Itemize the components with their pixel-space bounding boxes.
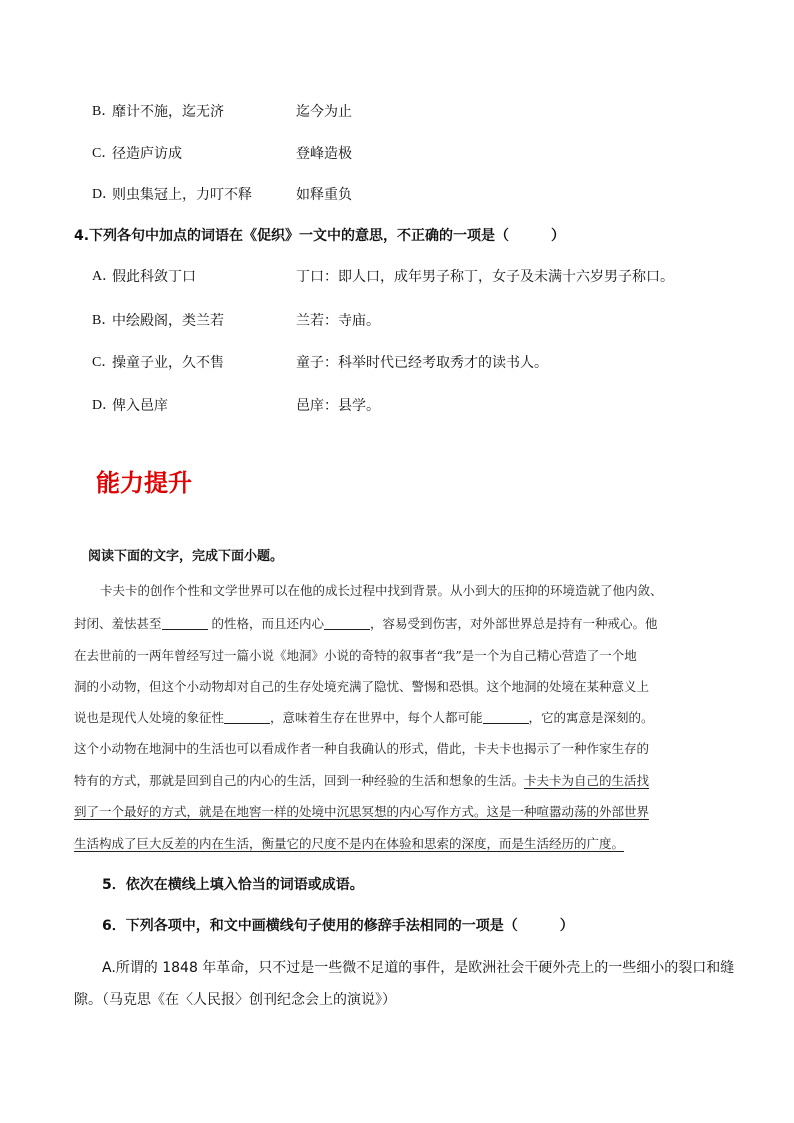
option-label: D． [92,187,117,202]
fill-blank[interactable] [224,709,270,724]
passage-text: 这个小动物在地洞中的生活也可以看成作者一种自我确认的形式，借此，卡夫卡也揭示了一种作家生存的 [74,741,650,756]
question-4-stem: 4.下列各句中加点的词语在《促织》一文中的意思，不正确的一项是（ ） [74,228,566,244]
fill-blank[interactable] [162,615,208,630]
option-explanation: 兰若：寺庙。 [296,313,380,329]
passage-line-3 [74,646,744,666]
option-text: 中绘殿阁，类兰若 [112,313,224,329]
passage-line-7 [74,771,744,791]
option-label: A． [92,269,117,284]
option-text: 操童子业，久不售 [112,355,224,371]
option-text: 则虫集冠上，力叮不释 [112,187,252,203]
passage-text: 在去世前的一两年曾经写过一篇小说《地洞》小说的奇特的叙事者“我”是一个为自己精心营造了一个地 [74,648,637,663]
passage-text: ，容易受到伤害，对外部世界总是持有一种戒心。他 [370,616,658,631]
passage-line-5 [74,708,744,728]
passage-text: 特有的方式，那就是回到自己的内心的生活，回到一种经验的生活和想象的生活。 [74,773,525,788]
option-explanation: 邑庠：县学。 [296,398,380,414]
passage-line-9 [74,834,744,854]
passage-line-2 [74,614,744,634]
passage-text: 洞的小动物，但这个小动物却对自己的生存处境充满了隐忧、警惕和恐惧。这个地洞的处境在某种意义上 [74,679,650,694]
option-label: D． [92,398,117,413]
option-answer: 迄今为止 [296,104,352,120]
question-6: 6．下列各项中，和文中画横线句子使用的修辞手法相同的一项是（ ） [102,918,574,934]
passage-line-1 [74,581,744,601]
option-answer: 登峰造极 [296,146,352,162]
passage-text: 卡夫卡的创作个性和文学世界可以在他的成长过程中找到背景。从小到大的压抑的环境造就了他内敛、 [100,583,663,598]
question-5: 5．依次在横线上填入恰当的词语或成语。 [102,877,364,893]
fill-blank[interactable] [483,709,529,724]
q6-option-a-line1: A.所谓的 1848 年革命，只不过是一些微不足道的事件，是欧洲社会干硬外壳上的一些细小的裂口和缝 [102,960,735,976]
option-text: 径造庐访成 [112,146,182,162]
fill-blank[interactable] [324,615,370,630]
passage-text: ，它的寓意是深刻的。 [528,710,654,725]
passage-text: 封闭、羞怯甚至 [74,616,162,631]
reading-instruction: 阅读下面的文字，完成下面小题。 [88,549,284,564]
passage-text: ，意味着生存在世界中，每个人都可能 [270,710,483,725]
underlined-sentence: 到了一个最好的方式，就是在地窖一样的处境中沉思冥想的内心写作方式。这是一种喧嚣动荡的外部世界 [74,804,650,819]
underlined-sentence: 卡夫卡为自己的生活找 [524,773,650,788]
passage-line-6 [74,739,744,759]
option-text: 靡计不施，迄无济 [112,104,224,120]
option-text: 俾入邑庠 [112,398,168,414]
option-label: C． [92,355,116,370]
passage-text: 说也是现代人处境的象征性 [74,710,225,725]
passage-line-8 [74,802,744,822]
underlined-sentence: 生活构成了巨大反差的内在生活，衡量它的尺度不是内在体验和思索的深度，而是生活经历的广度。 [74,836,625,851]
option-label: C． [92,146,116,161]
option-answer: 如释重负 [296,187,352,203]
option-label: B． [92,313,116,328]
option-text: 假此科敛丁口 [112,269,196,285]
passage-line-4 [74,677,744,697]
section-title: 能力提升 [96,469,192,497]
option-label: B． [92,104,116,119]
option-explanation: 童子：科举时代已经考取秀才的读书人。 [296,355,548,371]
q6-option-a-line2: 隙。（马克思《在〈人民报〉创刊纪念会上的演说》） [74,992,396,1008]
passage-text: 的性格，而且还内心 [207,616,324,631]
option-explanation: 丁口：即人口，成年男子称丁，女子及未满十六岁男子称口。 [296,269,674,285]
